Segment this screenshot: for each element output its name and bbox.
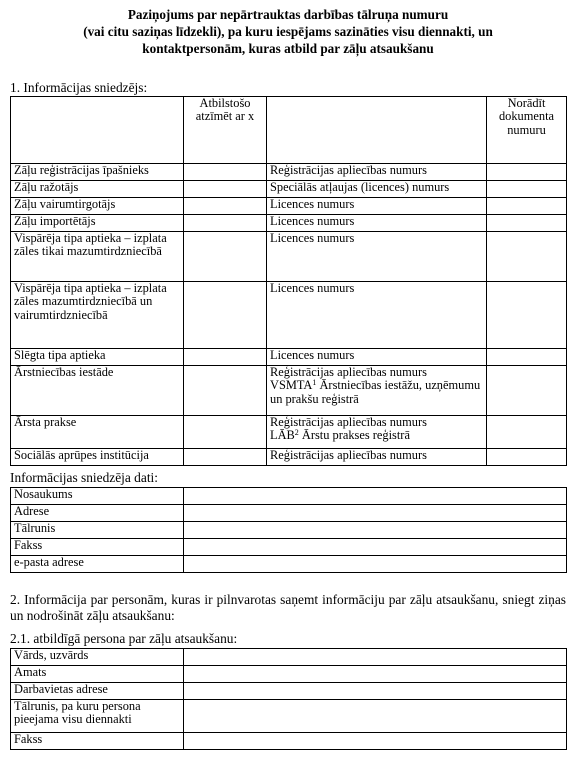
title-line-2: (vai citu saziņas līdzekli), pa kuru iespējams sazināties visu diennakti, un [83,24,493,39]
table-row [11,164,567,181]
mark-cell[interactable] [184,282,267,349]
document-type: Licences numurs [267,349,487,366]
provider-type: Sociālās aprūpes institūcija [11,449,184,466]
table-row [11,522,567,539]
field-value-cell[interactable] [184,700,567,733]
field-value-cell[interactable] [184,649,567,666]
document-number-cell[interactable] [487,198,567,215]
document-number-cell[interactable] [487,164,567,181]
document-number-cell[interactable] [487,215,567,232]
field-label: Nosaukums [11,488,184,505]
field-label: Tālrunis, pa kuru persona pieejama visu diennakti [11,700,184,733]
header-document-number: Norādīt dokumenta numuru [487,97,567,164]
provider-data-table [10,487,567,573]
document-type [267,366,487,416]
document-type: Licences numurs [267,282,487,349]
footnote-marker: 1 [312,378,317,388]
table-row [11,349,567,366]
document-type: Licences numurs [267,215,487,232]
section-2-1-label: 2.1. atbildīgā persona par zāļu atsaukšanu: [10,631,238,646]
field-label: Tālrunis [11,522,184,539]
table-row [11,666,567,683]
document-type: Speciālās atļaujas (licences) numurs [267,181,487,198]
header-document [267,97,487,164]
document-type: Licences numurs [267,232,487,282]
document-number-cell[interactable] [487,349,567,366]
document-type [267,416,487,449]
table-row [11,539,567,556]
field-value-cell[interactable] [184,683,567,700]
provider-type: Vispārēja tipa aptieka – izplata zāles tikai mazumtirdzniecībā [11,232,184,282]
field-value-cell[interactable] [184,556,567,573]
table-header-row [11,97,567,164]
title-line-1: Paziņojums par nepārtrauktas darbības tālruņa numuru [127,7,449,22]
title-line-3: kontaktpersonām, kuras atbild par zāļu atsaukšanu [142,41,434,56]
table-row [11,733,567,750]
document-number-cell[interactable] [487,449,567,466]
document-type: Reģistrācijas apliecības numurs [267,164,487,181]
document-number-cell[interactable] [487,282,567,349]
registry-abbreviation: VSMTA [270,378,313,393]
field-label: Darbavietas adrese [11,683,184,700]
mark-cell[interactable] [184,181,267,198]
field-value-cell[interactable] [184,522,567,539]
mark-cell[interactable] [184,215,267,232]
registry-name: Ārstu prakses reģistrā [298,428,410,443]
table-row [11,416,567,449]
registry-abbreviation: LĀB [270,428,295,443]
document-type: Licences numurs [267,198,487,215]
responsible-person-table [10,648,567,750]
table-row [11,449,567,466]
section-2-paragraph: 2. Informācija par personām, kuras ir pilnvarotas saņemt informāciju par zāļu atsaukšanu, sniegt ziņas un nodrošināt zāļu atsaukšanu: [10,592,566,623]
field-label: Fakss [11,733,184,750]
provider-type: Zāļu ražotājs [11,181,184,198]
document-number-cell[interactable] [487,416,567,449]
provider-type: Ārstniecības iestāde [11,366,184,416]
table-row [11,683,567,700]
field-label: Amats [11,666,184,683]
document-number-cell[interactable] [487,232,567,282]
provider-type: Slēgta tipa aptieka [11,349,184,366]
field-label: Fakss [11,539,184,556]
table-row [11,649,567,666]
section-1-label: 1. Informācijas sniedzējs: [10,80,148,95]
table-row [11,232,567,282]
document-type-line: Reģistrācijas apliecības numurs [270,415,427,429]
mark-cell[interactable] [184,449,267,466]
mark-cell[interactable] [184,416,267,449]
field-value-cell[interactable] [184,733,567,750]
document-title [0,6,576,57]
header-type [11,97,184,164]
provider-type: Ārsta prakse [11,416,184,449]
table-row [11,700,567,733]
table-row [11,556,567,573]
table-row [11,366,567,416]
provider-type: Zāļu reģistrācijas īpašnieks [11,164,184,181]
field-value-cell[interactable] [184,488,567,505]
field-value-cell[interactable] [184,666,567,683]
document-type-line: Reģistrācijas apliecības numurs [270,365,427,379]
document-type: Reģistrācijas apliecības numurs [267,449,487,466]
table-row [11,181,567,198]
mark-cell[interactable] [184,366,267,416]
provider-data-label: Informācijas sniedzēja dati: [10,470,158,485]
table-row [11,505,567,522]
field-label: Vārds, uzvārds [11,649,184,666]
table-row [11,215,567,232]
provider-type: Zāļu vairumtirgotājs [11,198,184,215]
mark-cell[interactable] [184,198,267,215]
information-provider-table [10,96,567,466]
field-label: e-pasta adrese [11,556,184,573]
mark-cell[interactable] [184,164,267,181]
field-value-cell[interactable] [184,505,567,522]
footnote-marker: 2 [294,428,299,438]
registry-name: Ārstniecības iestāžu, uzņēmumu un prakšu reģistrā [270,378,481,406]
table-row [11,282,567,349]
document-number-cell[interactable] [487,181,567,198]
mark-cell[interactable] [184,349,267,366]
field-label: Adrese [11,505,184,522]
table-row [11,198,567,215]
provider-type: Vispārēja tipa aptieka – izplata zāles mazumtirdzniecībā un vairumtirdzniecībā [11,282,184,349]
document-number-cell[interactable] [487,366,567,416]
provider-type: Zāļu importētājs [11,215,184,232]
field-value-cell[interactable] [184,539,567,556]
header-mark-x: Atbilstošo atzīmēt ar x [184,97,267,164]
table-row [11,488,567,505]
mark-cell[interactable] [184,232,267,282]
